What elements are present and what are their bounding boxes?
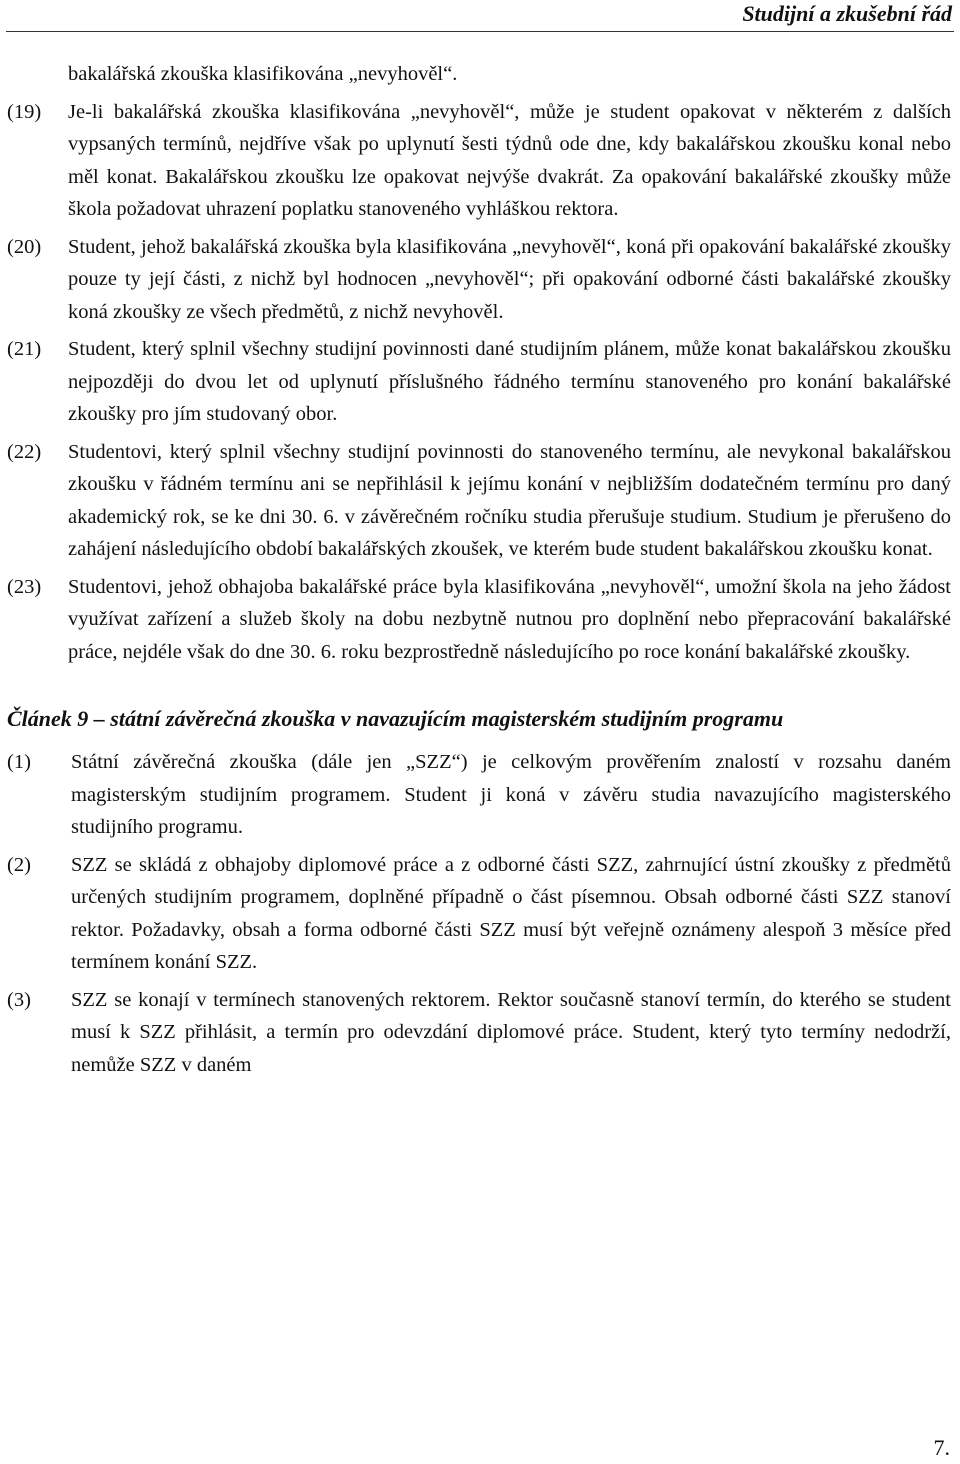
header-rule [6, 31, 954, 32]
paragraph-text: Student, jehož bakalářská zkouška byla klasifikována „nevyhověl“, koná při opakování bakalářské zkoušky pouze ty její části, z nichž byl hodnocen „nevyhověl“; při opakování odborné části bakalářské zkoušky koná zkoušky ze všech předmětů, z nichž nevyhověl. [68, 235, 951, 323]
article-paragraph-2 [0, 849, 960, 979]
paragraph-number: (21) [7, 338, 42, 360]
paragraph-number: (22) [7, 440, 42, 463]
paragraph-22 [0, 436, 960, 566]
paragraph-text: Studentovi, jehož obhajoba bakalářské práce byla klasifikována „nevyhověl“, umožní škola na jeho žádost využívat zařízení a služeb školy na dobu nezbytně nutnou pro doplnění nebo přepracování bakalářské práce, nejdéle však do dne 30. 6. roku bezprostředně následujícího po roce konání bakalářské zkoušky. [68, 575, 951, 663]
article-paragraph-3 [0, 984, 960, 1082]
running-header: Studijní a zkušební řád [742, 1, 952, 26]
article-9-section [0, 746, 960, 1081]
article-paragraph-1 [0, 746, 960, 844]
paragraph-21 [0, 333, 960, 431]
page-number: 7. [933, 1435, 950, 1460]
paragraph-23 [0, 571, 960, 669]
continuation-text: bakalářská zkouška klasifikována „nevyhověl“. [68, 63, 458, 85]
paragraph-number: (19) [7, 100, 42, 123]
paragraph-text: Státní závěrečná zkouška (dále jen „SZZ“) je celkovým prověřením znalostí v rozsahu daném magisterským studijním programem. Student ji koná v závěru studia navazujícího magisterského studijního programu. [71, 751, 951, 838]
paragraph-text: Studentovi, který splnil všechny studijní povinnosti do stanoveného termínu, ale nevykonal bakalářskou zkoušku v řádném termínu ani se nepřihlásil k jejímu konání v nejbližším dodatečném termínu pro daný akademický rok, se ke dni 30. 6. v závěrečném ročníku studia přerušuje studium. Studium je přerušeno do zahájení následujícího období bakalářských zkoušek, ve kterém bude student bakalářskou zkoušku konat. [68, 440, 951, 560]
paragraph-number: (1) [7, 751, 31, 773]
paragraph-text: Je-li bakalářská zkouška klasifikována „nevyhověl“, může je student opakovat v některém z dalších vypsaných termínů, nejdříve však po uplynutí šesti týdnů ode dne, kdy bakalářskou zkoušku konal nebo měl konat. Bakalářskou zkoušku lze opakovat nejvýše dvakrát. Za opakování bakalářské zkoušky může škola požadovat uhrazení poplatku stanoveného vyhláškou rektora. [68, 100, 951, 220]
article-heading: Článek 9 – státní závěrečná zkouška v navazujícím magisterském studijním programu [7, 706, 784, 731]
paragraph-number: (20) [7, 235, 42, 258]
paragraph-number: (2) [7, 853, 31, 876]
paragraph-19 [0, 96, 960, 226]
paragraph-number: (23) [7, 575, 42, 598]
paragraph-text: Student, který splnil všechny studijní povinnosti dané studijním plánem, může konat bakalářskou zkoušku nejpozději do dvou let od uplynutí příslušného řádného termínu stanoveného pro konání bakalářské zkoušky pro jím studovaný obor. [68, 338, 951, 425]
paragraph-20 [0, 231, 960, 329]
document-body [0, 58, 960, 1081]
paragraph-number: (3) [7, 988, 31, 1011]
paragraph-text: SZZ se konají v termínech stanovených rektorem. Rektor současně stanoví termín, do kterého se student musí k SZZ přihlásit, a termín pro odevzdání diplomové práce. Student, který tyto termíny nedodrží, nemůže SZZ v daném [71, 988, 951, 1076]
paragraph-text: SZZ se skládá z obhajoby diplomové práce a z odborné části SZZ, zahrnující ústní zkoušky z předmětů určených studijním programem, doplněné případně o část písemnou. Obsah odborné části SZZ stanoví rektor. Požadavky, obsah a forma odborné části SZZ musí být veřejně oznámeny alespoň 3 měsíce před termínem konání SZZ. [71, 853, 951, 973]
continuation-paragraph [0, 58, 960, 91]
